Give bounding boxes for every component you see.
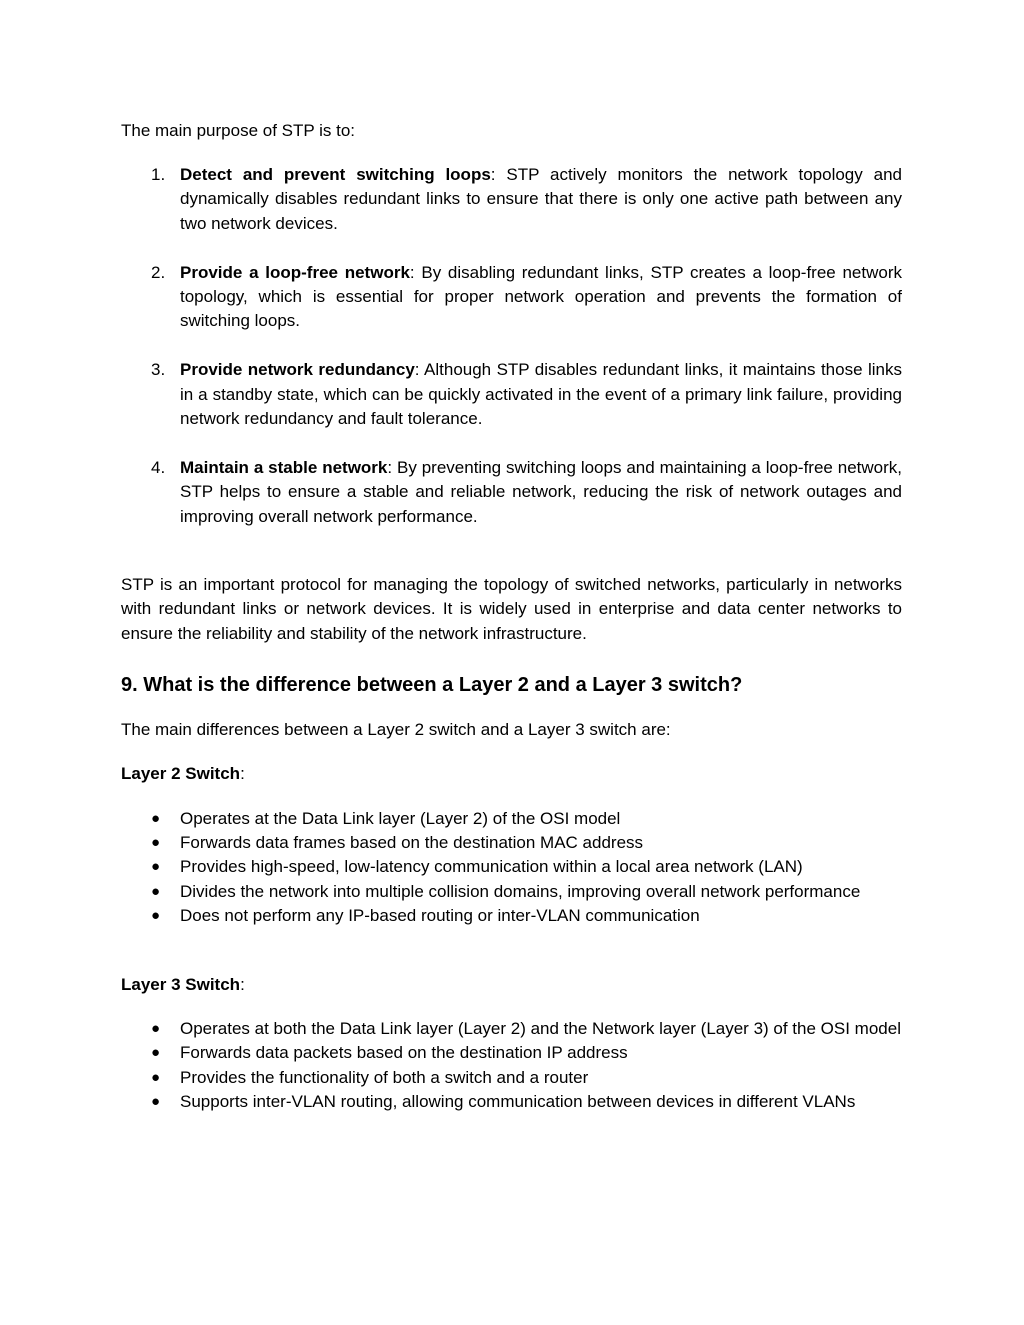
list-item-title: Detect and prevent switching loops [180,165,491,184]
bullet-icon: ● [151,858,161,876]
list-item [121,904,902,928]
list-item-title: Maintain a stable network [180,457,388,477]
bullet-icon: ● [151,882,161,900]
list-number: 1. [151,165,166,184]
list-item-text: : By disabling redundant links, STP creates a loop-free network topology, which is essential for proper network operation and prevents the formation of switching loops. [180,262,902,331]
summary-paragraph: STP is an important protocol for managing the topology of switched networks, particularly in networks with redundant links or network devices. It is widely used in enterprise and data center networks to ensure the reliability and stability of the network infrastructure. [121,575,902,643]
list-item-text: : By preventing switching loops and maintaining a loop-free network, STP helps to ensure a stable and reliable network, reducing the risk of network outages and improving overall network performance. [180,457,902,526]
bullet-icon: ● [151,907,161,925]
list-item [121,1066,902,1090]
list-item [121,261,902,334]
list-number: 4. [151,457,166,477]
list-item-text: : STP actively monitors the network topology and dynamically disables redundant links to ensure that there is only one active path between any two network devices. [180,165,902,233]
layer2-subheading [121,762,902,786]
list-item [121,358,902,431]
list-item-text: Forwards data packets based on the destination IP address [180,1043,628,1063]
layer3-subheading [121,973,902,997]
section-heading: 9. What is the difference between a Layer 2 and a Layer 3 switch? [121,674,743,696]
list-item [121,456,902,529]
list-item [121,831,902,855]
layer2-bullet-list [121,807,902,929]
layer2-title: Layer 2 Switch [121,764,241,783]
bullet-icon: ● [151,1093,161,1111]
layer3-title: Layer 3 Switch [121,975,241,994]
list-item [121,1017,902,1041]
list-item-text: Divides the network into multiple collision domains, improving overall network performance [180,881,861,901]
bullet-icon: ● [151,1068,161,1086]
intro-paragraph: The main purpose of STP is to: [121,121,356,140]
stp-purpose-list [121,163,902,553]
list-item-title: Provide network redundancy [180,360,415,380]
list-item [121,163,902,236]
list-item-text: Supports inter-VLAN routing, allowing communication between devices in different VLANs [180,1092,856,1112]
bullet-icon: ● [151,1044,161,1062]
list-number: 2. [151,262,166,282]
list-item-text: Does not perform any IP-based routing or inter-VLAN communication [180,906,700,926]
list-item-text: Operates at the Data Link layer (Layer 2) of the OSI model [180,808,621,828]
list-item [121,1090,902,1114]
list-number: 3. [151,360,166,380]
list-item-text: Provides the functionality of both a switch and a router [180,1067,589,1087]
list-item [121,880,902,904]
bullet-icon: ● [151,809,161,827]
list-item-text: Forwards data frames based on the destination MAC address [180,832,644,852]
section-intro: The main differences between a Layer 2 switch and a Layer 3 switch are: [121,720,671,739]
list-item [121,807,902,831]
bullet-icon: ● [151,1020,161,1037]
list-item [121,855,902,879]
layer2-colon: : [240,764,245,783]
layer3-bullet-list [121,1017,902,1115]
list-item [121,1041,902,1065]
layer3-colon: : [240,975,245,994]
list-item-text: Provides high-speed, low-latency communication within a local area network (LAN) [180,857,803,877]
bullet-icon: ● [151,833,161,851]
list-item-text: : Although STP disables redundant links, it maintains those links in a standby state, which can be quickly activated in the event of a primary link failure, providing network redundancy and fault tolerance. [180,360,902,429]
list-item-title: Provide a loop-free network [180,262,410,282]
list-item-text: Operates at both the Data Link layer (Layer 2) and the Network layer (Layer 3) of the OSI model [180,1019,901,1038]
